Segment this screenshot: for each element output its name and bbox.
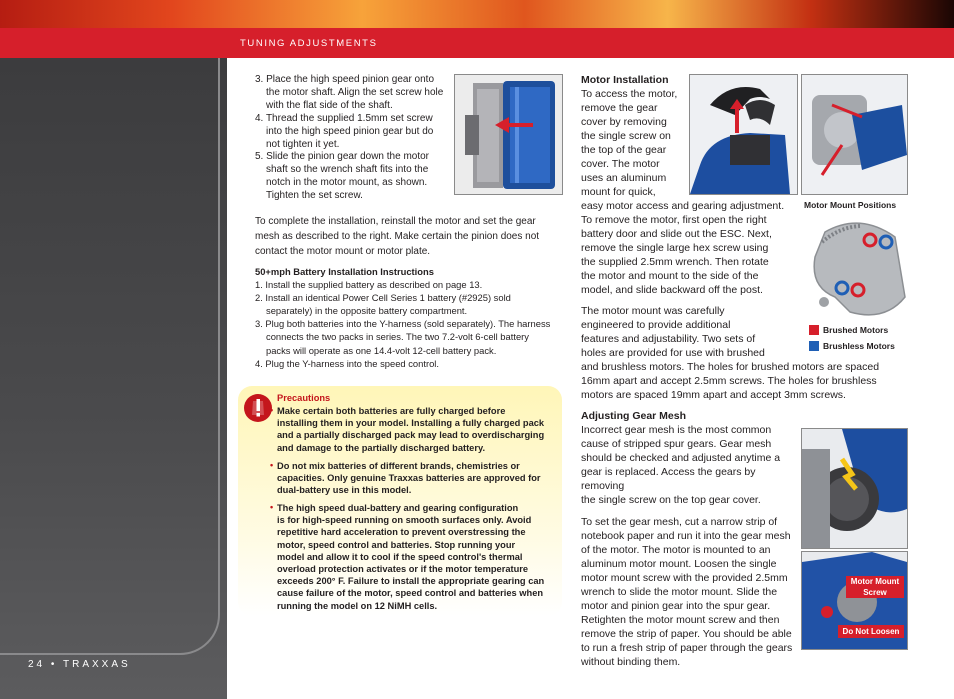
gear-cover-photo [689, 74, 798, 195]
brushed-legend-swatch [809, 325, 819, 335]
pinion-gear-photo [454, 74, 563, 195]
battery-instructions: 50+mph Battery Installation Instructions 1. Install the supplied battery as described on page 13. 2. Install an identical Power Cell Series 1 battery (#2925) sold separately) in the opposite battery compartment. 3. Plug both batteries into the Y-harness (sold separately). The harness connects the two packs in series. The two 7.2-volt 6-cell battery packs will operate as one 14.4-volt 12-cell battery pack. 4. Plug the Y-harness into the speed control. [255, 265, 565, 370]
bullet: • [270, 405, 274, 415]
precautions-heading: Precautions [277, 393, 331, 403]
motor-mount-holes-text: and brushless motors. The holes for brushed motors are spaced 16mm apart and accept 2.5mm screws. The holes for brushless motors are spaced 19mm apart and accept 3mm screws. [581, 361, 880, 401]
header-banner [0, 0, 954, 28]
motor-removal-photo [801, 74, 908, 195]
gear-mesh-photo [801, 428, 908, 549]
brushed-legend-label: Brushed Motors [823, 325, 889, 335]
warning-icon [243, 393, 273, 423]
section-bar [0, 28, 954, 58]
motor-mount-diagram [800, 212, 908, 322]
install-steps: 3. Place the high speed pinion gear onto the motor shaft. Align the set screw hole with the flat side of the shaft. 4. Thread the supplied 1.5mm set screw into the high speed pinion gear but do not tighten it yet. 5. Slide the pinion gear down the motor shaft so the wrench shaft fits into the notch in the motor mount, as shown. Tighten the set screw. [255, 74, 444, 202]
brushless-legend-label: Brushless Motors [823, 341, 895, 351]
motor-installation-body: easy motor access and gearing adjustment. To remove the motor, first open the right battery door and slide out the ESC. Next, remove the single large hex screw using the supplied 2.5mm wrench. Then rotate the motor and mount to the side of the model, and slide backward off the post. [581, 200, 785, 296]
gear-mesh-text: Adjusting Gear Mesh Incorrect gear mesh is the most common cause of stripped spur gears. Gear mesh should be checked and adjusted anytime a gear is replaced. Access the gears by removing the single screw on the top gear cover. To set the gear mesh, cut a narrow strip of notebook paper and run it into the gear mesh of the motor. The motor is mounted to an aluminum motor mount. Loosen the single motor mount screw with the provided 2.5mm wrench to slide the motor mount. Slide the motor and pinion gear into the spur gear. Retighten the motor mount screw and then remove the strip of paper. You should be able to run a fresh strip of paper through the gears without binding them. [581, 409, 801, 669]
page-number: 24 • TRAXXAS [28, 659, 131, 670]
mount-positions-caption: Motor Mount Positions [804, 200, 897, 210]
motor-mount-screw-tag: Motor Mount Screw [846, 576, 904, 598]
left-decorative-panel [0, 58, 227, 699]
motor-installation-narrow: Motor Installation To access the motor, remove the gear cover by removing the single screw on the top of the gear cover. The motor uses an aluminum mount for quick, [581, 73, 691, 199]
precaution-2: Do not mix batteries of different brands, chemistries or capacities. Only genuine Traxxas batteries are approved for dual-battery use in this model. [277, 461, 541, 496]
do-not-loosen-tag: Do Not Loosen [838, 625, 904, 638]
panel-curve [0, 58, 220, 655]
complete-installation-text: To complete the installation, reinstall the motor and set the gear mesh as described to the right. Make certain the pinion does not contact the motor mount or motor plate. [255, 216, 540, 257]
section-title: TUNING ADJUSTMENTS [240, 38, 378, 49]
motor-mount-text: The motor mount was carefully engineered to provide additional features and adjustability. Two sets of holes are provided for use with brushed [581, 305, 765, 359]
precaution-3: The high speed dual-battery and gearing configuration is for high-speed running on smooth surfaces only. Avoid repetitive hard acceleration to prevent overstressing the motor, speed control and batteries. Stop running your model and allow it to cool if the speed control's thermal overload protection activates or if the motor temperature exceeds 200° F. Failure to install the appropriate gearing can cause failure of the motor, speed control and batteries when running the model on 12 NiMH cells. [277, 503, 545, 611]
motor-installation-heading: Motor Installation [581, 74, 669, 86]
gear-mesh-heading: Adjusting Gear Mesh [581, 410, 687, 422]
bullet: • [270, 460, 274, 470]
battery-heading: 50+mph Battery Installation Instructions [255, 266, 434, 277]
bullet: • [270, 502, 274, 512]
brushless-legend-swatch [809, 341, 819, 351]
precaution-1: Make certain both batteries are fully charged before installing them in your model. Installing a fully charged pack and a partially discharged pack may lead to overdischarging and damage to the partially discharged battery. [277, 406, 545, 453]
